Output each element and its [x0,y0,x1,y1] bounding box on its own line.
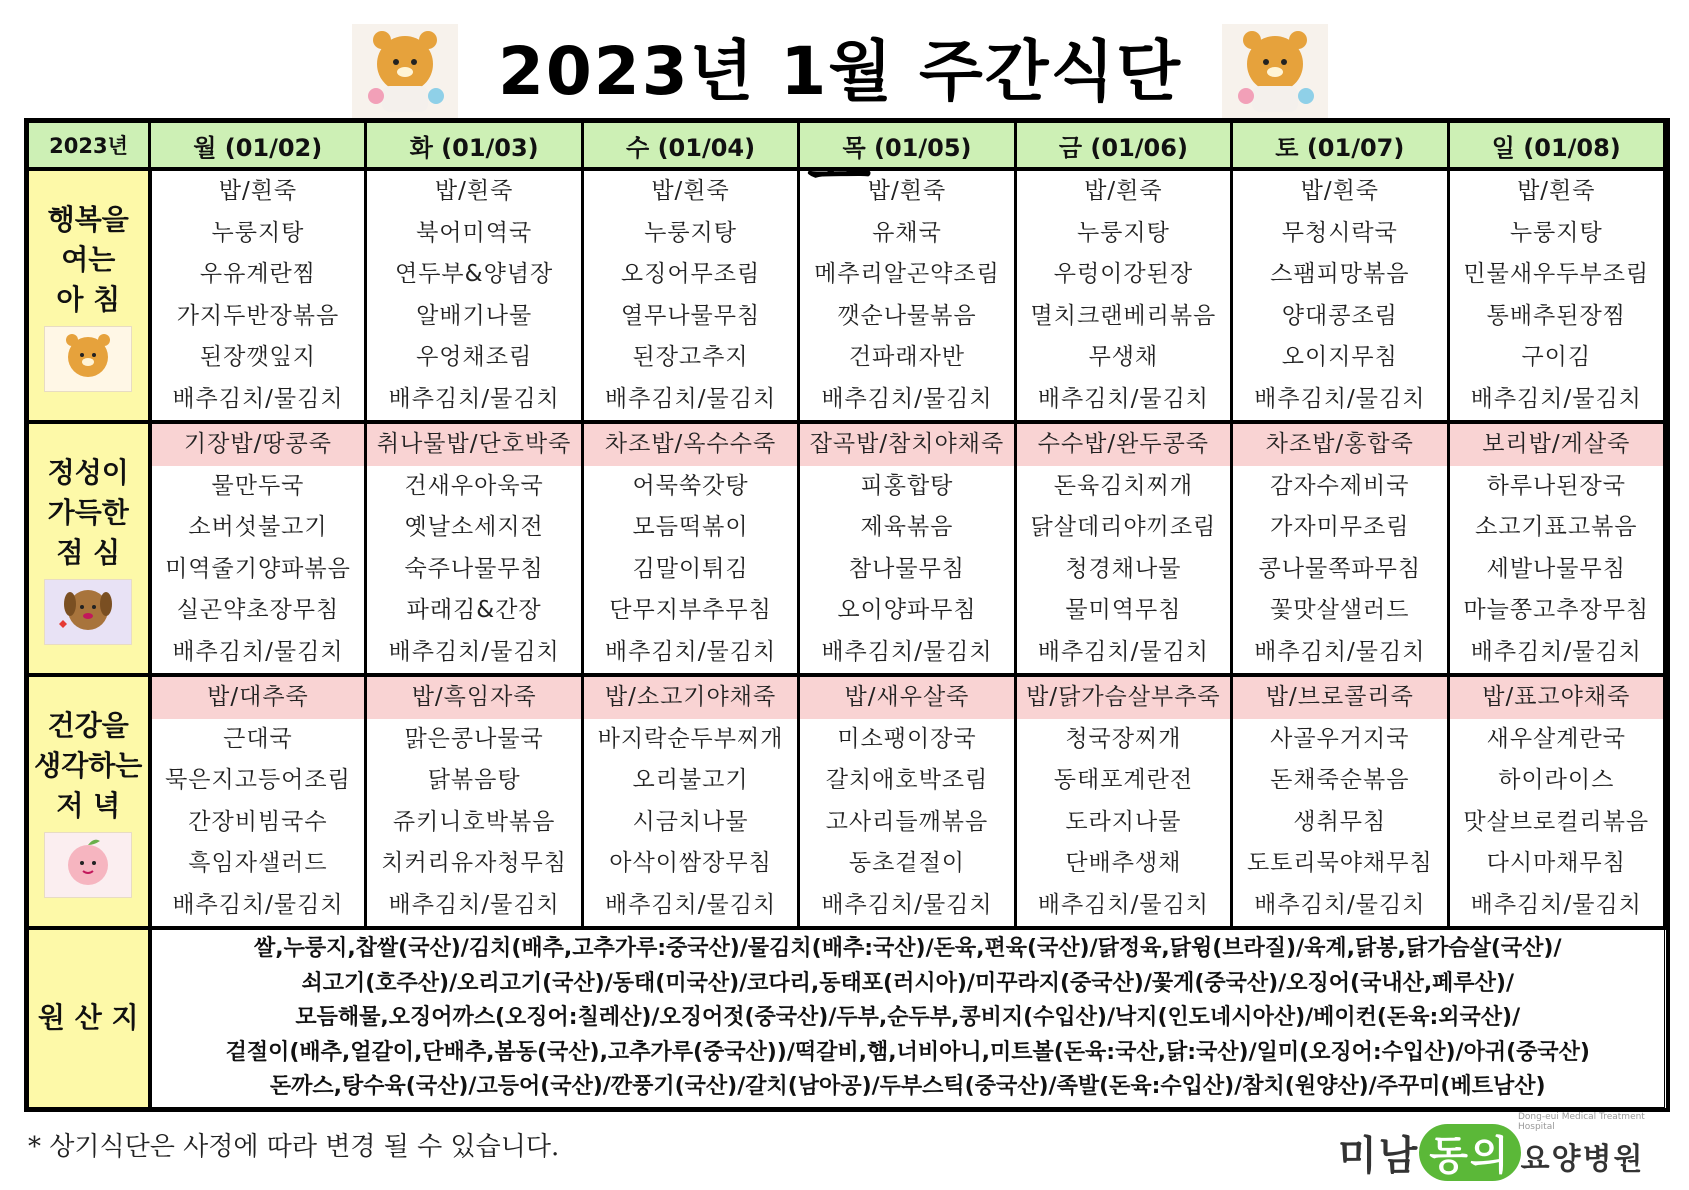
menu-list [584,171,797,420]
origin-line: 모듬해물,오징어까스(오징어:칠레산)/오징어젓(중국산)/두부,순두부,콩비지(수입산)/낙지(인도네시아산)/베이컨(돈육:외국산)/ [295,1005,1521,1030]
menu-item: 청경채나물 [1065,555,1182,582]
menu-item: 누룽지탕 [1509,219,1603,246]
menu-item: 배추김치/물김치 [1037,638,1210,665]
origin-line: 겉절이(배추,얼갈이,단배추,봄동(국산),고추가루(중국산))/떡갈비,햄,너비아니,미트볼(돈육:국산,닭:국산)/일미(오징어:수입산)/아귀(중국산) [225,1039,1590,1065]
breakfast-row [29,169,1665,422]
menu-list [1233,677,1446,926]
rice-porridge-item: 수수밥/완두콩죽 [1017,424,1230,466]
meal-label-line: 생각하는 [34,748,143,782]
menu-item: 배추김치/물김치 [1254,385,1426,412]
menu-item: 흑임자샐러드 [188,850,328,876]
menu-list [367,424,580,673]
page-title: 2023년 1월 주간식단 [497,33,1183,110]
menu-list [152,677,365,926]
menu-item: 단무지부추무침 [609,597,772,623]
day-header: 토 (01/07) [1232,123,1448,170]
menu-item: 사골우거지국 [1270,725,1410,752]
menu-item: 배추김치/물김치 [821,891,993,918]
menu-item: 배추김치/물김치 [172,891,344,918]
menu-list [1017,677,1230,926]
menu-item: 밥/흰죽 [651,178,730,204]
meal-label-line: 점 심 [56,535,121,569]
menu-item: 닭볶음탕 [427,767,521,793]
day-header: 일 (01/08) [1448,123,1664,170]
day-cell [366,169,582,422]
rice-porridge-item: 취나물밥/단호박죽 [367,424,580,466]
menu-item: 꽃맛살샐러드 [1270,597,1410,623]
menu-item: 김말이튀김 [632,555,749,582]
menu-item: 배추김치/물김치 [821,638,993,665]
menu-list [1450,677,1663,926]
logo-subtitle: Dong-eui Medical Treatment Hospital [1518,1112,1645,1132]
hospital-logo [1338,1112,1658,1182]
year-header: 2023년 [29,123,150,170]
menu-list [1233,424,1446,673]
menu-item: 북어미역국 [416,219,533,246]
menu-item: 청국장찌개 [1065,725,1182,752]
menu-item: 어묵쑥갓탕 [632,472,749,499]
day-cell [582,422,798,675]
meal-label-line: 가득한 [47,495,129,529]
menu-item: 우엉채조림 [416,344,533,370]
menu-list [1017,424,1230,673]
menu-item: 물만두국 [211,472,305,499]
origin-line: 쌀,누룽지,찹쌀(국산)/김치(배추,고추가루:중국산)/물김치(배추:국산)/돈육,편육(국산)/닭정육,닭윙(브라질)/육계,닭봉,닭가슴살(국산)/ [253,936,1562,961]
menu-item: 건새우아욱국 [404,472,544,499]
bear-mascot-icon [44,326,132,392]
origin-label: 원 산 지 [29,928,150,1107]
peach-mascot-icon [44,832,132,898]
menu-item: 배추김치/물김치 [821,385,993,412]
menu-item: 옛날소세지전 [404,514,544,540]
rice-porridge-item: 기장밥/땅콩죽 [152,424,365,466]
menu-item: 유채국 [872,219,942,246]
menu-list [367,677,580,926]
bear-mascot-icon [352,24,458,118]
page-header [0,24,1689,118]
menu-item: 밥/흰죽 [1300,178,1380,204]
origin-row [29,928,1665,1107]
rice-porridge-item: 밥/대추죽 [152,677,365,719]
menu-item: 간장비빔국수 [188,808,328,835]
menu-item: 밥/흰죽 [434,178,514,204]
day-header: 금 (01/06) [1015,123,1231,170]
rice-porridge-item: 밥/새우살죽 [800,677,1013,719]
menu-item: 구이김 [1521,344,1592,370]
menu-item: 소고기표고볶음 [1475,514,1638,540]
menu-item: 오리불고기 [632,767,749,793]
menu-item: 고사리들깨볶음 [825,808,989,835]
menu-item: 연두부&양념장 [395,261,554,287]
menu-list [1017,171,1230,420]
menu-item: 멸치크랜베리볶음 [1030,302,1217,329]
menu-item: 닭살데리야끼조림 [1030,514,1217,540]
dinner-row [29,675,1665,928]
rice-porridge-item: 밥/흑임자죽 [367,677,580,719]
menu-item: 메추리알곤약조림 [814,261,1000,287]
dinner-label [29,675,150,928]
menu-item: 콩나물쪽파무침 [1258,555,1422,582]
day-cell [1448,169,1664,422]
menu-item: 참나물무침 [848,555,966,582]
menu-item: 배추김치/물김치 [172,638,344,665]
menu-item: 미역줄기양파볶음 [165,555,351,582]
day-header: 월 (01/02) [150,123,366,170]
logo-part-highlight: 동의 [1419,1124,1520,1181]
menu-item: 돈채죽순볶음 [1270,767,1410,793]
menu-item: 배추김치/물김치 [1037,385,1210,412]
menu-item: 세발나물무침 [1486,555,1626,582]
day-cell [1015,675,1231,928]
menu-item: 배추김치/물김치 [172,385,344,412]
menu-list [800,424,1013,673]
menu-item: 근대국 [223,725,293,752]
day-header: 수 (01/04) [582,123,798,170]
menu-item: 마늘쫑고추장무침 [1463,597,1650,623]
menu-item: 배추김치/물김치 [1254,891,1426,918]
menu-item: 오징어무조림 [620,261,761,287]
origin-line: 돈까스,탕수육(국산)/고등어(국산)/깐풍기(국산)/갈치(남아공)/두부스틱(중국산)/족발(돈육:수입산)/참치(원양산)/주꾸미(베트남산) [269,1074,1546,1099]
menu-item: 돈육김치찌개 [1053,472,1194,499]
menu-list [1233,171,1446,420]
origin-info [150,928,1665,1107]
menu-item: 제육볶음 [860,514,954,540]
bear-mascot-icon [1222,24,1328,118]
menu-item: 묵은지고등어조림 [165,767,351,793]
menu-item: 갈치애호박조림 [825,767,989,793]
menu-item: 밥/흰죽 [1084,178,1163,204]
menu-item: 배추김치/물김치 [604,638,777,665]
menu-item: 맛살브로컬리볶음 [1463,808,1650,835]
menu-item: 밥/흰죽 [218,178,298,204]
menu-item: 피홍합탕 [860,472,954,499]
day-cell [799,422,1015,675]
menu-item: 배추김치/물김치 [1470,891,1642,918]
menu-item: 새우살계란국 [1486,725,1626,752]
day-cell [366,422,582,675]
menu-item: 무청시락국 [1281,219,1398,246]
menu-item: 가자미무조림 [1270,514,1410,540]
menu-item: 깻순나물볶음 [837,302,977,329]
menu-list [584,424,797,673]
rice-porridge-item: 보리밥/게살죽 [1450,424,1663,466]
logo-part: 요양병원 [1520,1142,1645,1177]
logo-part: 미남 [1338,1133,1420,1179]
menu-item: 된장깻잎지 [199,344,316,370]
menu-item: 가지두반장볶음 [176,302,340,329]
menu-item: 오이양파무침 [837,597,977,623]
menu-item: 아삭이쌈장무침 [609,850,772,876]
day-cell [582,169,798,422]
rice-porridge-item: 잡곡밥/참치야채죽 [800,424,1013,466]
menu-item: 단배추생채 [1065,850,1182,876]
menu-item: 통배추된장찜 [1486,302,1626,329]
menu-item: 다시마채무침 [1486,850,1626,876]
menu-item: 감자수제비국 [1270,472,1410,499]
menu-list [800,171,1013,420]
day-cell [150,422,366,675]
rice-porridge-item: 차조밥/홍합죽 [1233,424,1446,466]
menu-item: 치커리유자청무침 [381,850,567,876]
day-cell [1015,422,1231,675]
menu-list [1450,424,1663,673]
day-cell [1015,169,1231,422]
weekly-menu-table [24,118,1670,1112]
menu-item: 동태포계란전 [1053,767,1194,793]
day-cell [799,169,1015,422]
menu-item: 하이라이스 [1498,767,1615,793]
menu-item: 배추김치/물김치 [1470,638,1642,665]
menu-item: 우렁이강된장 [1053,261,1194,287]
menu-item: 배추김치/물김치 [604,891,777,918]
menu-item: 배추김치/물김치 [604,385,777,412]
menu-item: 동초겉절이 [848,850,966,876]
meal-label-line: 정성이 [47,455,129,489]
menu-item: 스팸피망볶음 [1270,261,1410,287]
breakfast-label [29,169,150,422]
menu-item: 배추김치/물김치 [1254,638,1426,665]
rice-porridge-item: 밥/소고기야채죽 [584,677,797,719]
menu-item: 우유계란찜 [199,261,316,287]
menu-item: 배추김치/물김치 [388,385,560,412]
lunch-row [29,422,1665,675]
menu-item: 건파래자반 [848,344,966,370]
menu-item: 미소팽이장국 [837,725,977,752]
day-cell [799,675,1015,928]
menu-list [367,171,580,420]
menu-item: 열무나물무침 [620,302,761,329]
menu-item: 누룽지탕 [1076,219,1170,246]
meal-label-line: 여는 [61,242,116,276]
menu-list [152,171,365,420]
menu-item: 누룽지탕 [644,219,737,246]
menu-item: 하루나된장국 [1486,472,1626,499]
menu-item: 생취무침 [1293,808,1387,835]
day-cell [1448,422,1664,675]
menu-item: 무생채 [1088,344,1159,370]
menu-list [1450,171,1663,420]
menu-item: 소버섯불고기 [188,514,328,540]
menu-item: 쥬키니호박볶음 [392,808,556,835]
menu-item: 배추김치/물김치 [1037,891,1210,918]
day-cell [1448,675,1664,928]
menu-item: 시금치나물 [632,808,749,835]
menu-item: 바지락순두부찌개 [597,725,784,752]
menu-item: 실곤약초장무침 [176,597,340,623]
day-cell [150,169,366,422]
day-cell [1232,675,1448,928]
menu-item: 알배기나물 [416,302,533,329]
menu-item: 누룽지탕 [211,219,305,246]
menu-item: 배추김치/물김치 [388,638,560,665]
day-header: 화 (01/03) [366,123,582,170]
day-cell [1232,169,1448,422]
day-cell [366,675,582,928]
menu-item: 된장고추지 [632,344,749,370]
day-cell [150,675,366,928]
menu-item: 밥/흰죽 [867,178,947,204]
day-header: 목 (01/05) [799,123,1015,170]
menu-item: 모듬떡볶이 [632,514,749,540]
menu-item: 파래김&간장 [406,597,542,623]
origin-line: 쇠고기(호주산)/오리고기(국산)/동태(미국산)/코다리,동태포(러시아)/미꾸라지(중국산)/꽃게(중국산)/오징어(국내산,페루산)/ [301,970,1515,996]
menu-item: 오이지무침 [1281,344,1398,370]
meal-label-line: 아 침 [56,282,121,316]
menu-list [152,424,365,673]
rice-porridge-item: 밥/표고야채죽 [1450,677,1663,719]
rice-porridge-item: 밥/브로콜리죽 [1233,677,1446,719]
menu-item: 도라지나물 [1065,808,1182,835]
meal-label-line: 건강을 [47,708,129,742]
rice-porridge-item: 밥/닭가슴살부추죽 [1017,677,1230,719]
menu-list [584,677,797,926]
menu-item: 밥/흰죽 [1517,178,1596,204]
day-cell [1232,422,1448,675]
meal-label-line: 저 녁 [56,788,121,822]
lunch-label [29,422,150,675]
menu-list [800,677,1013,926]
day-cell [582,675,798,928]
menu-item: 숙주나물무침 [404,555,544,582]
meal-label-line: 행복을 [47,202,129,236]
table-header-row [29,123,1665,170]
change-notice: * 상기식단은 사정에 따라 변경 될 수 있습니다. [28,1132,560,1162]
menu-item: 배추김치/물김치 [388,891,560,918]
menu-item: 도토리묵야채무침 [1246,850,1433,876]
menu-item: 민물새우두부조림 [1463,261,1650,287]
menu-item: 배추김치/물김치 [1470,385,1642,412]
menu-item: 맑은콩나물국 [404,725,544,752]
menu-item: 물미역무침 [1065,597,1182,623]
rice-porridge-item: 차조밥/옥수수죽 [584,424,797,466]
menu-item: 양대콩조림 [1281,302,1398,329]
logo-text [1338,1124,1644,1181]
dog-mascot-icon [44,579,132,645]
